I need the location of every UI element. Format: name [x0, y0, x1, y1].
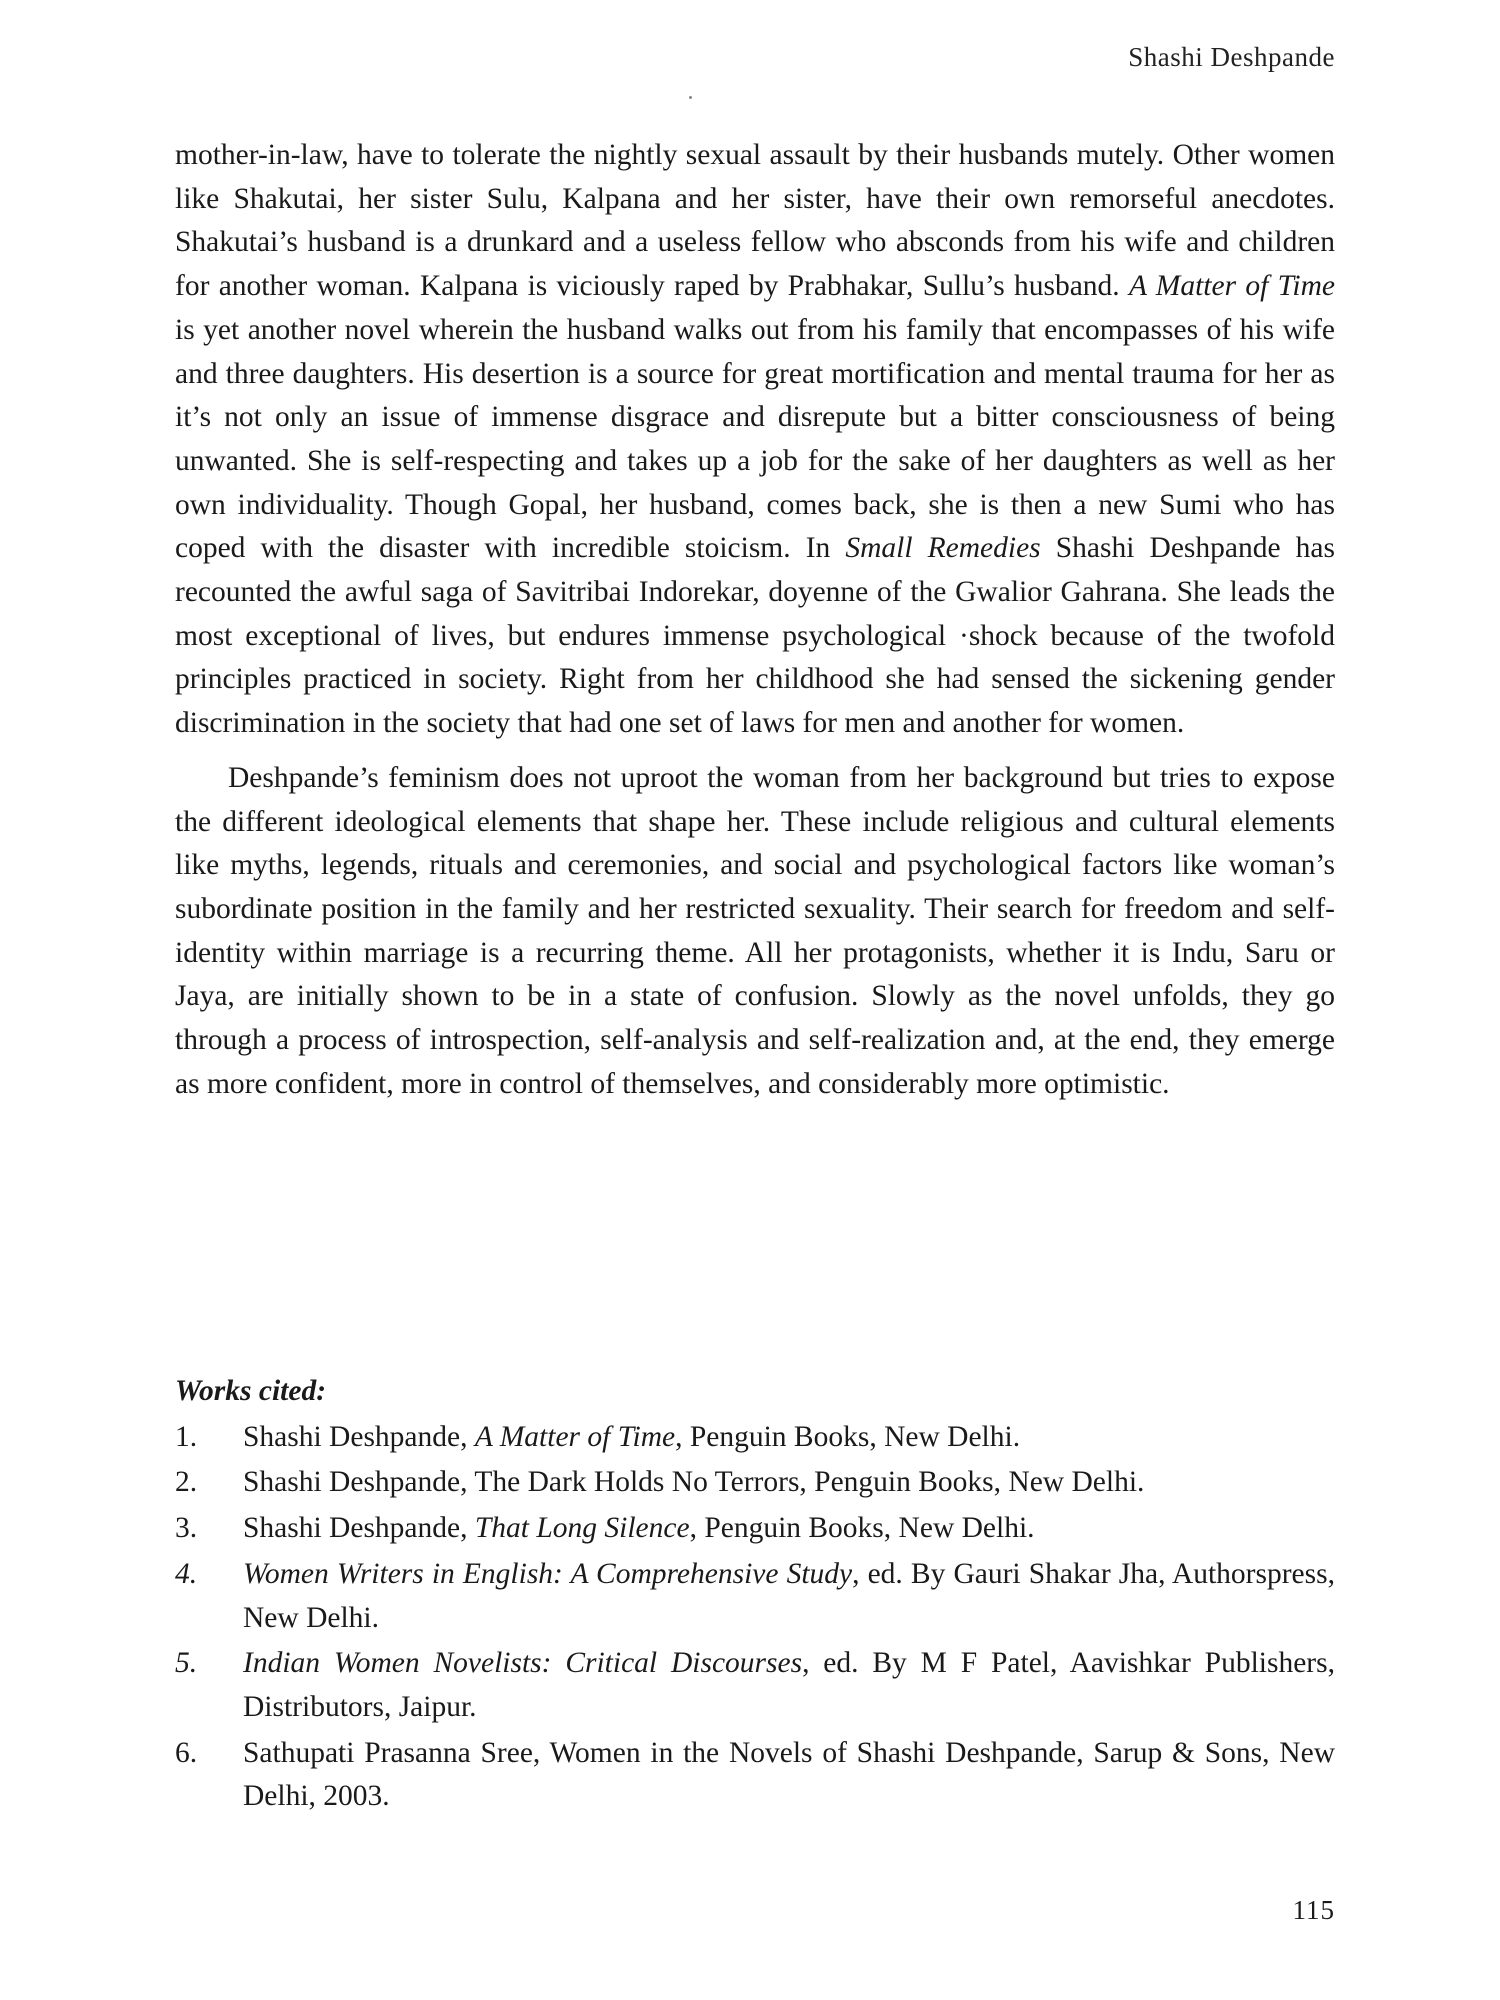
citation-item — [175, 1553, 1335, 1640]
running-header: Shashi Deshpande — [1128, 42, 1335, 72]
citation-text: Shashi Deshpande, A Matter of Time, Penguin Books, New Delhi. — [243, 1420, 1021, 1453]
citation-item — [175, 1507, 1335, 1551]
paragraph-2: Deshpande’s feminism does not uproot the woman from her background but tries to expose the different ideological elements that shape her. These include religious and cultural elements like myths, legends, rituals and ceremonies, and social and psychological factors like woman’s subordinate position in the family and her restricted sexuality. Their search for freedom and self-identity within marriage is a recurring theme. All her protagonists, whether it is Indu, Saru or Jaya, are initially shown to be in a state of confusion. Slowly as the novel unfolds, they go through a process of introspection, self-analysis and self-realization and, at the end, they emerge as more confident, more in control of themselves, and considerably more optimistic. — [175, 761, 1335, 1100]
print-speck — [689, 96, 692, 99]
citation-text: Women Writers in English: A Comprehensive Study, ed. By Gauri Shakar Jha, Authorspress, New Delhi. — [243, 1557, 1335, 1634]
citation-item — [175, 1461, 1335, 1505]
paragraph-1: mother-in-law, have to tolerate the nightly sexual assault by their husbands mutely. Other women like Shakutai, her sister Sulu, Kalpana and her sister, have their own remorseful anecdotes. Shakutai’s husband is a drunkard and a useless fellow who absconds from his wife and children for another woman. Kalpana is viciously raped by Prabhakar, Sullu’s husband. A Matter of Time is yet another novel wherein the husband walks out from his family that encompasses of his wife and three daughters. His desertion is a source for great mortification and mental trauma for her as it’s not only an issue of immense disgrace and disrepute but a bitter consciousness of being unwanted. She is self-respecting and takes up a job for the sake of her daughters as well as her own individuality. Though Gopal, her husband, comes back, she is then a new Sumi who has coped with the disaster with incredible stoicism. In Small Remedies Shashi Deshpande has recounted the awful saga of Savitribai Indorekar, doyenne of the Gwalior Gahrana. She leads the most exceptional of lives, but endures immense psychological ·shock because of the twofold principles practiced in society. Right from her childhood she had sensed the sickening gender discrimination in the society that had one set of laws for men and another for women. — [175, 139, 1335, 740]
works-cited-section — [175, 1370, 1335, 1821]
citation-text: Shashi Deshpande, That Long Silence, Penguin Books, New Delhi. — [243, 1512, 1035, 1545]
citation-text: Shashi Deshpande, The Dark Holds No Terrors, Penguin Books, New Delhi. — [243, 1466, 1145, 1499]
page-number: 115 — [1292, 1895, 1335, 1925]
citation-item — [175, 1416, 1335, 1460]
citation-number: 1. — [175, 1420, 198, 1453]
citation-item — [175, 1642, 1335, 1729]
citation-item — [175, 1732, 1335, 1819]
citation-number: 3. — [175, 1512, 198, 1545]
book-title-small-remedies: Small Remedies — [845, 532, 1041, 565]
citation-number: 2. — [175, 1466, 198, 1499]
citation-number: 6. — [175, 1736, 198, 1769]
body-text — [175, 134, 1335, 1106]
citation-number: 4. — [175, 1557, 198, 1590]
citation-text: Indian Women Novelists: Critical Discourses, ed. By M F Patel, Aavishkar Publishers, Distributors, Jaipur. — [243, 1647, 1335, 1723]
works-cited-heading: Works cited: — [175, 1375, 327, 1407]
citation-number: 5. — [175, 1647, 198, 1680]
citation-text: Sathupati Prasanna Sree, Women in the Novels of Shashi Deshpande, Sarup & Sons, New Delhi, 2003. — [243, 1736, 1335, 1813]
works-cited-list — [175, 1416, 1335, 1819]
book-title-a-matter-of-time: A Matter of Time — [1128, 270, 1335, 303]
